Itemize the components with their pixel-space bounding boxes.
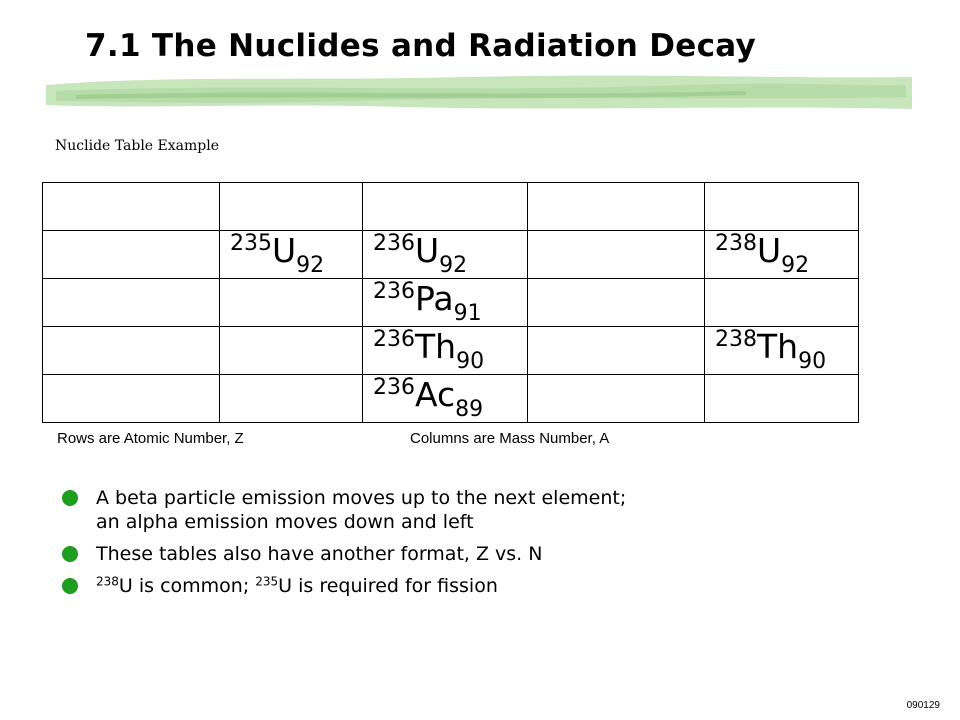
table-caption: Nuclide Table Example	[55, 138, 219, 154]
table-row	[43, 327, 859, 375]
table-cell	[220, 375, 363, 423]
list-item: A beta particle emission moves up to the next element; an alpha emission moves down and left	[62, 486, 922, 534]
table-cell	[528, 327, 705, 375]
table-cell	[363, 327, 528, 375]
table-cell	[220, 279, 363, 327]
table-row	[43, 375, 859, 423]
table-cell	[363, 183, 528, 231]
bullet-list	[62, 486, 922, 606]
title-underline-brush	[46, 71, 912, 113]
table-row	[43, 279, 859, 327]
table-cell	[220, 183, 363, 231]
table-cell	[528, 279, 705, 327]
columns-note: Columns are Mass Number, A	[410, 430, 610, 447]
table-row	[43, 183, 859, 231]
table-cell	[705, 231, 859, 279]
table-row	[43, 231, 859, 279]
nuclide-u236: $^{236}U_{92}$	[373, 230, 468, 278]
nuclide-ac236: $^{236}Ac_{89}$	[373, 374, 484, 422]
table-cell	[705, 279, 859, 327]
table-cell	[705, 375, 859, 423]
table-cell	[43, 231, 220, 279]
nuclide-th236: $^{236}Th_{90}$	[373, 326, 485, 374]
table-cell	[705, 327, 859, 375]
table-cell	[220, 231, 363, 279]
nuclide-u238: $^{238}U_{92}$	[715, 230, 810, 278]
slide-title: 7.1 The Nuclides and Radiation Decay	[85, 28, 757, 64]
nuclide-u235: $^{235}U_{92}$	[230, 230, 325, 278]
bullet-icon	[62, 490, 78, 506]
rows-note: Rows are Atomic Number, Z	[57, 430, 244, 447]
table-cell	[528, 375, 705, 423]
bullet-icon	[62, 546, 78, 562]
nuclide-table	[42, 182, 859, 423]
table-cell	[43, 375, 220, 423]
list-item: $^{238}$U is common; $^{235}$U is required for fission	[62, 574, 922, 598]
table-cell	[528, 183, 705, 231]
table-cell	[705, 183, 859, 231]
footer-code: 090129	[906, 700, 940, 711]
bullet-icon	[62, 578, 78, 594]
table-cell	[363, 279, 528, 327]
table-cell	[43, 183, 220, 231]
table-cell	[363, 231, 528, 279]
list-item: These tables also have another format, Z vs. N	[62, 542, 922, 566]
table-cell	[528, 231, 705, 279]
nuclide-pa236: $^{236}Pa_{91}$	[373, 278, 482, 326]
table-cell	[363, 375, 528, 423]
table-cell	[43, 279, 220, 327]
table-cell	[220, 327, 363, 375]
table-cell	[43, 327, 220, 375]
nuclide-th238: $^{238}Th_{90}$	[715, 326, 827, 374]
